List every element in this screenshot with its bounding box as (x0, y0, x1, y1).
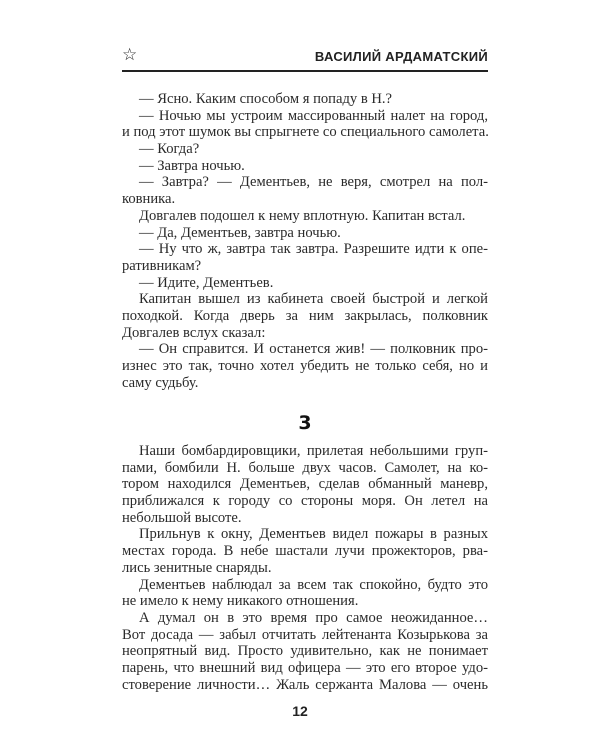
text-line: ративникам? (122, 257, 202, 274)
text-section-1 (122, 91, 488, 391)
text-line: — Да, Дементьев, завтра ночью. (139, 224, 341, 241)
text-line: — Он справится. И останется жив! — полковник про- (139, 341, 488, 358)
text-line: Капитан вышел из кабинета своей быстрой и легкой (139, 291, 488, 308)
text-line: изнес это так, точно хотел убедить не только себя, но и (122, 358, 488, 374)
text-line: Довгалев вслух сказал: (122, 324, 266, 341)
text-line: Прильнув к окну, Дементьев видел пожары в разных (139, 526, 488, 543)
text-line: лись зенитные снаряды. (122, 559, 272, 576)
text-line: не имело к нему никакого отношения. (122, 593, 359, 610)
star-icon: ☆ (122, 45, 138, 65)
paragraph (122, 443, 488, 526)
author-name: ВАСИЛИЙ АРДАМАТСКИЙ (314, 49, 488, 64)
paragraph (122, 108, 488, 141)
paragraph (122, 577, 488, 610)
text-line: — Ночью мы устроим массированный налет на город, (139, 107, 488, 124)
chapter-number: 3 (298, 412, 312, 434)
text-line: стоверение личности… Жаль сержанта Малова — очень (122, 676, 488, 693)
paragraph (122, 241, 488, 274)
paragraph (122, 291, 488, 341)
text-line: — Завтра ночью. (139, 157, 245, 174)
text-line: и под этот шумок вы спрыгнете со специального самолета. (122, 124, 489, 141)
text-line: пами, бомбили Н. больше двух часов. Самолет, на ко- (122, 459, 488, 476)
text-line: местах города. В небе шастали лучи прожекторов, рва- (122, 543, 488, 560)
text-line: Наши бомбардировщики, прилетая небольшими груп- (139, 443, 488, 459)
paragraph (122, 225, 488, 242)
text-line: небольшой высоте. (122, 509, 242, 526)
text-line: — Когда? (139, 141, 200, 158)
text-line: парень, что внешний вид офицера — это его второе удо- (122, 659, 488, 676)
text-line: — Завтра? — Дементьев, не веря, смотрел на пол- (139, 174, 488, 191)
paragraph (122, 275, 488, 292)
text-line: неопрятный вид. Просто удивительно, как не понимает (122, 643, 488, 660)
paragraph (122, 526, 488, 576)
paragraph (122, 158, 488, 175)
paragraph (122, 610, 488, 693)
text-line: походкой. Когда дверь за ним закрылась, полковник (122, 307, 488, 324)
text-line: ковника. (122, 191, 176, 208)
paragraph (122, 141, 488, 158)
text-line: тором находился Дементьев, сделав обманный маневр, (122, 476, 488, 493)
text-line: — Идите, Дементьев. (139, 274, 274, 291)
text-line: Вот досада — забыл отчитать лейтенанта Козырькова за (122, 626, 488, 643)
running-header (122, 44, 488, 72)
text-line: — Ясно. Каким способом я попаду в Н.? (139, 91, 393, 107)
paragraph (122, 208, 488, 225)
paragraph (122, 341, 488, 391)
text-line: саму судьбу. (122, 374, 199, 391)
text-line: Довгалев подошел к нему вплотную. Капитан встал. (139, 207, 466, 224)
text-line: — Ну что ж, завтра так завтра. Разрешите идти к опе- (139, 241, 488, 258)
text-line: Дементьев наблюдал за всем так спокойно, будто это (139, 576, 488, 593)
text-section-2 (122, 443, 488, 693)
paragraph (122, 174, 488, 207)
text-line: А думал он в это время про самое неожиданное… (139, 609, 488, 626)
paragraph (122, 91, 488, 108)
text-line: приближался к городу со стороны моря. Он летел на (122, 493, 488, 510)
page-number: 12 (292, 703, 308, 719)
